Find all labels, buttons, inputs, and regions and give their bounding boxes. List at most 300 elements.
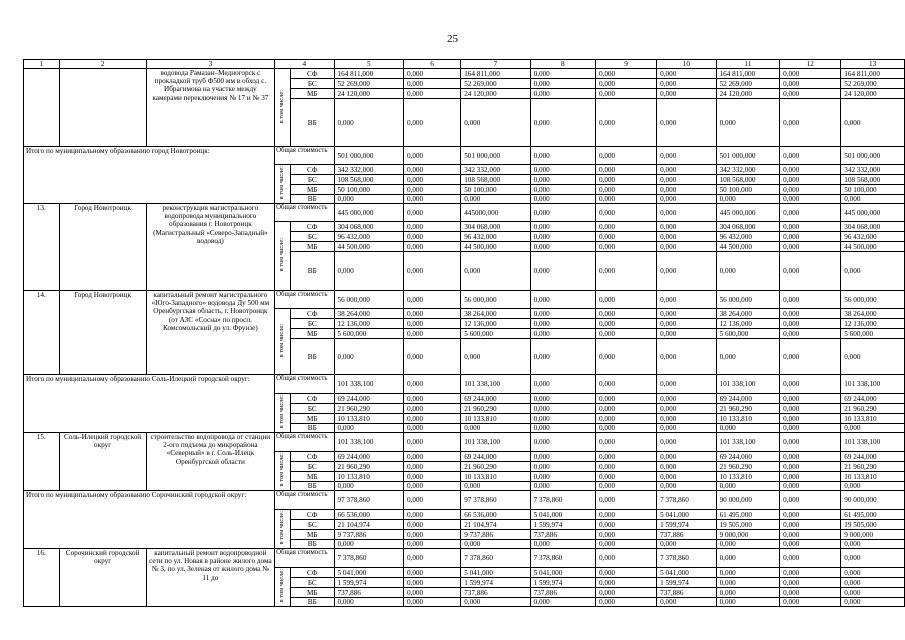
value-cell: 108 568,000: [841, 175, 905, 185]
value-cell: 0,000: [780, 204, 841, 222]
value-cell: 0,000: [403, 69, 460, 79]
value-cell: 50 100,000: [841, 185, 905, 195]
value-cell: 0,000: [530, 99, 595, 147]
value-cell: 5 041,000: [461, 568, 530, 578]
value-cell: 0,000: [780, 291, 841, 309]
value-cell: 0,000: [595, 185, 656, 195]
source-label: СФ: [290, 222, 334, 232]
value-cell: 0,000: [403, 588, 460, 598]
value-cell: 0,000: [841, 598, 905, 607]
value-cell: 0,000: [657, 99, 716, 147]
value-cell: 0,000: [780, 530, 841, 540]
value-cell: 21 104,974: [334, 520, 403, 530]
source-label: ВБ: [290, 482, 334, 491]
value-cell: 0,000: [716, 578, 780, 588]
value-cell: 0,000: [716, 568, 780, 578]
table-row: [24, 291, 905, 309]
value-cell: 0,000: [530, 424, 595, 433]
value-cell: 0,000: [780, 252, 841, 291]
value-cell: 0,000: [530, 339, 595, 375]
value-cell: 21 960,290: [334, 462, 403, 472]
value-cell: 737,886: [334, 588, 403, 598]
value-cell: 0,000: [403, 222, 460, 232]
value-cell: 44 500,000: [841, 242, 905, 252]
value-cell: 0,000: [530, 329, 595, 339]
value-cell: 0,000: [780, 472, 841, 482]
value-cell: 0,000: [530, 291, 595, 309]
value-cell: 0,000: [595, 375, 656, 394]
value-cell: 0,000: [403, 433, 460, 452]
value-cell: 101 338,100: [461, 375, 530, 394]
value-cell: 0,000: [595, 252, 656, 291]
total-cost-label: Общая стоимость: [275, 491, 334, 510]
value-cell: 0,000: [403, 319, 460, 329]
value-cell: 0,000: [780, 195, 841, 204]
value-cell: 0,000: [595, 165, 656, 175]
value-cell: 0,000: [780, 568, 841, 578]
value-cell: 12 136,000: [716, 319, 780, 329]
value-cell: 0,000: [530, 222, 595, 232]
value-cell: 0,000: [595, 491, 656, 510]
value-cell: 10 133,810: [716, 472, 780, 482]
value-cell: 1 599,974: [530, 520, 595, 530]
value-cell: 0,000: [657, 433, 716, 452]
value-cell: 10 133,810: [334, 472, 403, 482]
value-cell: 0,000: [780, 309, 841, 319]
value-cell: 0,000: [780, 329, 841, 339]
source-label: МБ: [290, 329, 334, 339]
value-cell: 21 960,290: [334, 404, 403, 414]
item-number: 14.: [24, 291, 60, 375]
source-label: ВБ: [290, 424, 334, 433]
including-label-text: в том числе:: [278, 453, 286, 487]
value-cell: 44 500,000: [334, 242, 403, 252]
value-cell: 96 432,000: [716, 232, 780, 242]
source-label: БС: [290, 232, 334, 242]
value-cell: 0,000: [780, 482, 841, 491]
value-cell: 0,000: [595, 89, 656, 99]
value-cell: 101 338,100: [461, 433, 530, 452]
value-cell: 24 120,000: [841, 89, 905, 99]
column-header: 3: [146, 60, 274, 69]
including-label-text: в том числе:: [278, 89, 286, 124]
value-cell: 342 332,000: [334, 165, 403, 175]
value-cell: 0,000: [657, 424, 716, 433]
value-cell: 38 264,000: [334, 309, 403, 319]
value-cell: 0,000: [657, 291, 716, 309]
value-cell: 101 338,100: [841, 433, 905, 452]
source-label: СФ: [290, 452, 334, 462]
value-cell: 0,000: [403, 491, 460, 510]
item-number: 15.: [24, 433, 60, 491]
total-cost-label: Общая стоимость: [275, 147, 334, 165]
value-cell: 0,000: [657, 242, 716, 252]
value-cell: 0,000: [657, 598, 716, 607]
source-label: МБ: [290, 242, 334, 252]
value-cell: 0,000: [595, 520, 656, 530]
value-cell: 0,000: [716, 339, 780, 375]
value-cell: 69 244,000: [841, 452, 905, 462]
value-cell: 5 041,000: [530, 510, 595, 520]
object-description: строительство водопровода от станции 2-ого подъема до микрорайона «Северный» в г. Соль-Илецк Оренбургской области: [146, 433, 274, 491]
table-row: [24, 375, 905, 394]
value-cell: 0,000: [657, 452, 716, 462]
source-label: ВБ: [290, 339, 334, 375]
value-cell: 96 432,000: [461, 232, 530, 242]
including-label: [275, 394, 291, 433]
value-cell: 0,000: [780, 588, 841, 598]
value-cell: 0,000: [403, 452, 460, 462]
value-cell: 0,000: [595, 291, 656, 309]
value-cell: 5 041,000: [530, 568, 595, 578]
value-cell: 0,000: [530, 147, 595, 165]
value-cell: 0,000: [780, 491, 841, 510]
value-cell: 0,000: [657, 79, 716, 89]
object-description: капитальный ремонт водопроводной сети по ул. Новая в районе жилого дома № 3, по ул. Зеленая от жилого дома № 11 до: [146, 549, 274, 607]
value-cell: 342 332,000: [461, 165, 530, 175]
value-cell: 10 133,810: [461, 414, 530, 424]
value-cell: 101 338,100: [841, 375, 905, 394]
value-cell: 10 133,810: [716, 414, 780, 424]
value-cell: 5 600,000: [334, 329, 403, 339]
value-cell: 304 068,000: [334, 222, 403, 232]
value-cell: 0,000: [530, 195, 595, 204]
value-cell: 21 960,290: [716, 462, 780, 472]
value-cell: 0,000: [403, 549, 460, 568]
value-cell: 0,000: [461, 339, 530, 375]
value-cell: 52 269,000: [716, 79, 780, 89]
source-label: МБ: [290, 89, 334, 99]
total-cost-label: Общая стоимость: [275, 549, 334, 568]
value-cell: 5 600,000: [461, 329, 530, 339]
value-cell: 0,000: [780, 578, 841, 588]
value-cell: 0,000: [780, 319, 841, 329]
value-cell: 50 100,000: [716, 185, 780, 195]
value-cell: 0,000: [530, 598, 595, 607]
value-cell: 0,000: [657, 462, 716, 472]
value-cell: 0,000: [841, 549, 905, 568]
value-cell: 737,886: [530, 588, 595, 598]
value-cell: 0,000: [657, 394, 716, 404]
object-description: реконструкция магистрального водопровода муниципального образования г. Новотроицк (Магистральный «Северо-Западный» водовод): [146, 204, 274, 291]
including-label: [275, 309, 291, 375]
value-cell: 0,000: [595, 404, 656, 414]
value-cell: 7 378,860: [530, 491, 595, 510]
value-cell: 1 599,974: [530, 578, 595, 588]
value-cell: 0,000: [780, 89, 841, 99]
value-cell: 0,000: [461, 482, 530, 491]
column-header: 12: [780, 60, 841, 69]
value-cell: 0,000: [841, 578, 905, 588]
source-label: ВБ: [290, 598, 334, 607]
column-header: 5: [334, 60, 403, 69]
value-cell: 19 505,000: [841, 520, 905, 530]
value-cell: 0,000: [530, 204, 595, 222]
value-cell: 0,000: [716, 588, 780, 598]
value-cell: 0,000: [530, 89, 595, 99]
value-cell: 0,000: [841, 568, 905, 578]
value-cell: 0,000: [595, 424, 656, 433]
total-cost-label: Общая стоимость: [275, 375, 334, 394]
column-header: 10: [657, 60, 716, 69]
value-cell: 0,000: [595, 578, 656, 588]
value-cell: 69 244,000: [334, 394, 403, 404]
value-cell: 0,000: [657, 540, 716, 549]
value-cell: 90 000,000: [841, 491, 905, 510]
value-cell: 0,000: [595, 394, 656, 404]
value-cell: 0,000: [716, 549, 780, 568]
value-cell: 101 338,100: [334, 433, 403, 452]
summary-title: Итого по муниципальному образованию город Новотроицк:: [24, 147, 275, 204]
value-cell: 12 136,000: [334, 319, 403, 329]
value-cell: 0,000: [780, 540, 841, 549]
value-cell: 164 811,000: [461, 69, 530, 79]
value-cell: 0,000: [595, 222, 656, 232]
value-cell: 0,000: [530, 185, 595, 195]
value-cell: 101 338,100: [334, 375, 403, 394]
value-cell: 0,000: [595, 414, 656, 424]
value-cell: 342 332,000: [716, 165, 780, 175]
value-cell: 0,000: [461, 195, 530, 204]
value-cell: 24 120,000: [334, 89, 403, 99]
column-header: 6: [403, 60, 460, 69]
value-cell: 10 133,810: [461, 472, 530, 482]
value-cell: 108 568,000: [461, 175, 530, 185]
value-cell: 1 599,974: [657, 520, 716, 530]
value-cell: 0,000: [657, 69, 716, 79]
including-label: [275, 568, 291, 607]
value-cell: 0,000: [595, 510, 656, 520]
value-cell: 0,000: [530, 462, 595, 472]
value-cell: 0,000: [403, 309, 460, 319]
value-cell: 21 960,290: [461, 404, 530, 414]
value-cell: 0,000: [403, 79, 460, 89]
column-header: 11: [716, 60, 780, 69]
total-cost-label: Общая стоимость: [275, 433, 334, 452]
value-cell: 0,000: [716, 195, 780, 204]
source-label: БС: [290, 175, 334, 185]
value-cell: 445000,000: [461, 204, 530, 222]
value-cell: 0,000: [595, 242, 656, 252]
value-cell: 0,000: [595, 309, 656, 319]
value-cell: 9 000,000: [841, 530, 905, 540]
including-label: [275, 510, 291, 549]
value-cell: 0,000: [657, 339, 716, 375]
table-row: [24, 204, 905, 222]
value-cell: 0,000: [403, 424, 460, 433]
value-cell: 0,000: [403, 252, 460, 291]
table-row: [24, 491, 905, 510]
value-cell: 0,000: [780, 452, 841, 462]
value-cell: 96 432,000: [334, 232, 403, 242]
value-cell: 69 244,000: [461, 394, 530, 404]
value-cell: 0,000: [595, 433, 656, 452]
value-cell: 0,000: [657, 185, 716, 195]
value-cell: 24 120,000: [716, 89, 780, 99]
value-cell: 0,000: [841, 339, 905, 375]
page-number: 25: [447, 33, 458, 45]
value-cell: 0,000: [403, 375, 460, 394]
value-cell: 0,000: [595, 472, 656, 482]
value-cell: 12 136,000: [841, 319, 905, 329]
value-cell: 0,000: [530, 309, 595, 319]
value-cell: 0,000: [403, 578, 460, 588]
value-cell: 50 100,000: [334, 185, 403, 195]
column-header: 4: [275, 60, 334, 69]
value-cell: 9 737,886: [334, 530, 403, 540]
budget-table: [23, 59, 905, 607]
value-cell: 0,000: [595, 329, 656, 339]
value-cell: 304 068,000: [716, 222, 780, 232]
value-cell: 0,000: [403, 99, 460, 147]
value-cell: 0,000: [461, 424, 530, 433]
value-cell: 56 000,000: [716, 291, 780, 309]
value-cell: 0,000: [403, 530, 460, 540]
column-header-row: [24, 60, 905, 69]
value-cell: 0,000: [780, 222, 841, 232]
object-description: водовода Рамазан–Медногорск с прокладкой труб Ф500 мм в обход с. Ибрагимова на участке между камерами переключения № 17 и № 37: [146, 69, 274, 147]
value-cell: 0,000: [657, 319, 716, 329]
value-cell: 7 378,860: [530, 549, 595, 568]
value-cell: 69 244,000: [461, 452, 530, 462]
value-cell: 0,000: [530, 540, 595, 549]
including-label: [275, 165, 291, 204]
value-cell: 69 244,000: [841, 394, 905, 404]
value-cell: 69 244,000: [716, 452, 780, 462]
value-cell: 0,000: [657, 232, 716, 242]
value-cell: 21 960,290: [716, 404, 780, 414]
item-number: 13.: [24, 204, 60, 291]
value-cell: 0,000: [334, 195, 403, 204]
value-cell: 0,000: [530, 394, 595, 404]
value-cell: 0,000: [530, 433, 595, 452]
value-cell: 0,000: [657, 165, 716, 175]
value-cell: 0,000: [595, 549, 656, 568]
object-description: капитальный ремонт магистрального «Юго-Западного» водовода Ду 500 мм Оренбургская область, г. Новотроицк (от АЗС «Сосна» по просп. Комсомольский до ул. Фрунзе): [146, 291, 274, 375]
value-cell: 0,000: [530, 482, 595, 491]
value-cell: 0,000: [657, 404, 716, 414]
value-cell: 0,000: [403, 89, 460, 99]
including-label: [275, 452, 291, 491]
value-cell: 5 600,000: [716, 329, 780, 339]
value-cell: 66 536,000: [461, 510, 530, 520]
total-cost-label: Общая стоимость: [275, 204, 334, 222]
including-label-text: в том числе:: [278, 395, 286, 429]
value-cell: 0,000: [403, 472, 460, 482]
value-cell: 0,000: [595, 568, 656, 578]
value-cell: 0,000: [403, 520, 460, 530]
value-cell: 0,000: [530, 252, 595, 291]
value-cell: 101 338,100: [716, 375, 780, 394]
value-cell: 9 737,886: [461, 530, 530, 540]
value-cell: 0,000: [461, 598, 530, 607]
value-cell: 0,000: [780, 175, 841, 185]
value-cell: 0,000: [403, 510, 460, 520]
value-cell: 0,000: [780, 69, 841, 79]
value-cell: 0,000: [403, 242, 460, 252]
value-cell: 69 244,000: [334, 452, 403, 462]
value-cell: 44 500,000: [461, 242, 530, 252]
value-cell: 0,000: [657, 482, 716, 491]
value-cell: 0,000: [595, 462, 656, 472]
value-cell: 445 000,000: [716, 204, 780, 222]
source-label: ВБ: [290, 252, 334, 291]
value-cell: 445 000,000: [841, 204, 905, 222]
value-cell: 0,000: [780, 165, 841, 175]
value-cell: 0,000: [657, 147, 716, 165]
value-cell: 0,000: [716, 424, 780, 433]
value-cell: 0,000: [595, 452, 656, 462]
source-label: МБ: [290, 472, 334, 482]
value-cell: 0,000: [595, 175, 656, 185]
including-label-text: в том числе:: [278, 511, 286, 545]
value-cell: 52 269,000: [841, 79, 905, 89]
value-cell: 0,000: [530, 319, 595, 329]
value-cell: 0,000: [403, 462, 460, 472]
value-cell: 0,000: [716, 482, 780, 491]
value-cell: 0,000: [780, 99, 841, 147]
value-cell: 0,000: [657, 175, 716, 185]
value-cell: 38 264,000: [716, 309, 780, 319]
municipality-name: Сорочинский городской округ: [59, 549, 146, 607]
value-cell: 0,000: [657, 329, 716, 339]
value-cell: 0,000: [530, 165, 595, 175]
column-header: 2: [59, 60, 146, 69]
value-cell: 5 041,000: [657, 568, 716, 578]
value-cell: 0,000: [403, 329, 460, 339]
value-cell: 38 264,000: [461, 309, 530, 319]
value-cell: 304 068,000: [461, 222, 530, 232]
value-cell: 0,000: [595, 339, 656, 375]
table-row: [24, 69, 905, 79]
value-cell: 56 000,000: [461, 291, 530, 309]
value-cell: 0,000: [334, 424, 403, 433]
value-cell: 52 269,000: [334, 79, 403, 89]
source-label: МБ: [290, 530, 334, 540]
value-cell: 10 133,810: [334, 414, 403, 424]
source-label: ВБ: [290, 540, 334, 549]
value-cell: 0,000: [595, 319, 656, 329]
value-cell: 0,000: [530, 79, 595, 89]
source-label: БС: [290, 404, 334, 414]
value-cell: 97 378,860: [334, 491, 403, 510]
source-label: СФ: [290, 568, 334, 578]
source-label: БС: [290, 319, 334, 329]
value-cell: 0,000: [403, 568, 460, 578]
source-label: БС: [290, 462, 334, 472]
value-cell: 0,000: [657, 89, 716, 99]
value-cell: 101 338,100: [716, 433, 780, 452]
source-label: ВБ: [290, 99, 334, 147]
value-cell: 0,000: [595, 99, 656, 147]
value-cell: 0,000: [780, 520, 841, 530]
source-label: БС: [290, 578, 334, 588]
value-cell: 0,000: [841, 195, 905, 204]
value-cell: 61 495,000: [716, 510, 780, 520]
value-cell: 21 960,290: [841, 404, 905, 414]
value-cell: 0,000: [780, 79, 841, 89]
value-cell: 0,000: [657, 222, 716, 232]
value-cell: 21 104,974: [461, 520, 530, 530]
value-cell: 0,000: [403, 291, 460, 309]
value-cell: 0,000: [716, 252, 780, 291]
value-cell: 1 599,974: [461, 578, 530, 588]
value-cell: 96 432,000: [841, 232, 905, 242]
value-cell: 0,000: [716, 99, 780, 147]
value-cell: 0,000: [530, 375, 595, 394]
municipality-name: Город Новотроицк: [59, 291, 146, 375]
table-row: [24, 147, 905, 165]
